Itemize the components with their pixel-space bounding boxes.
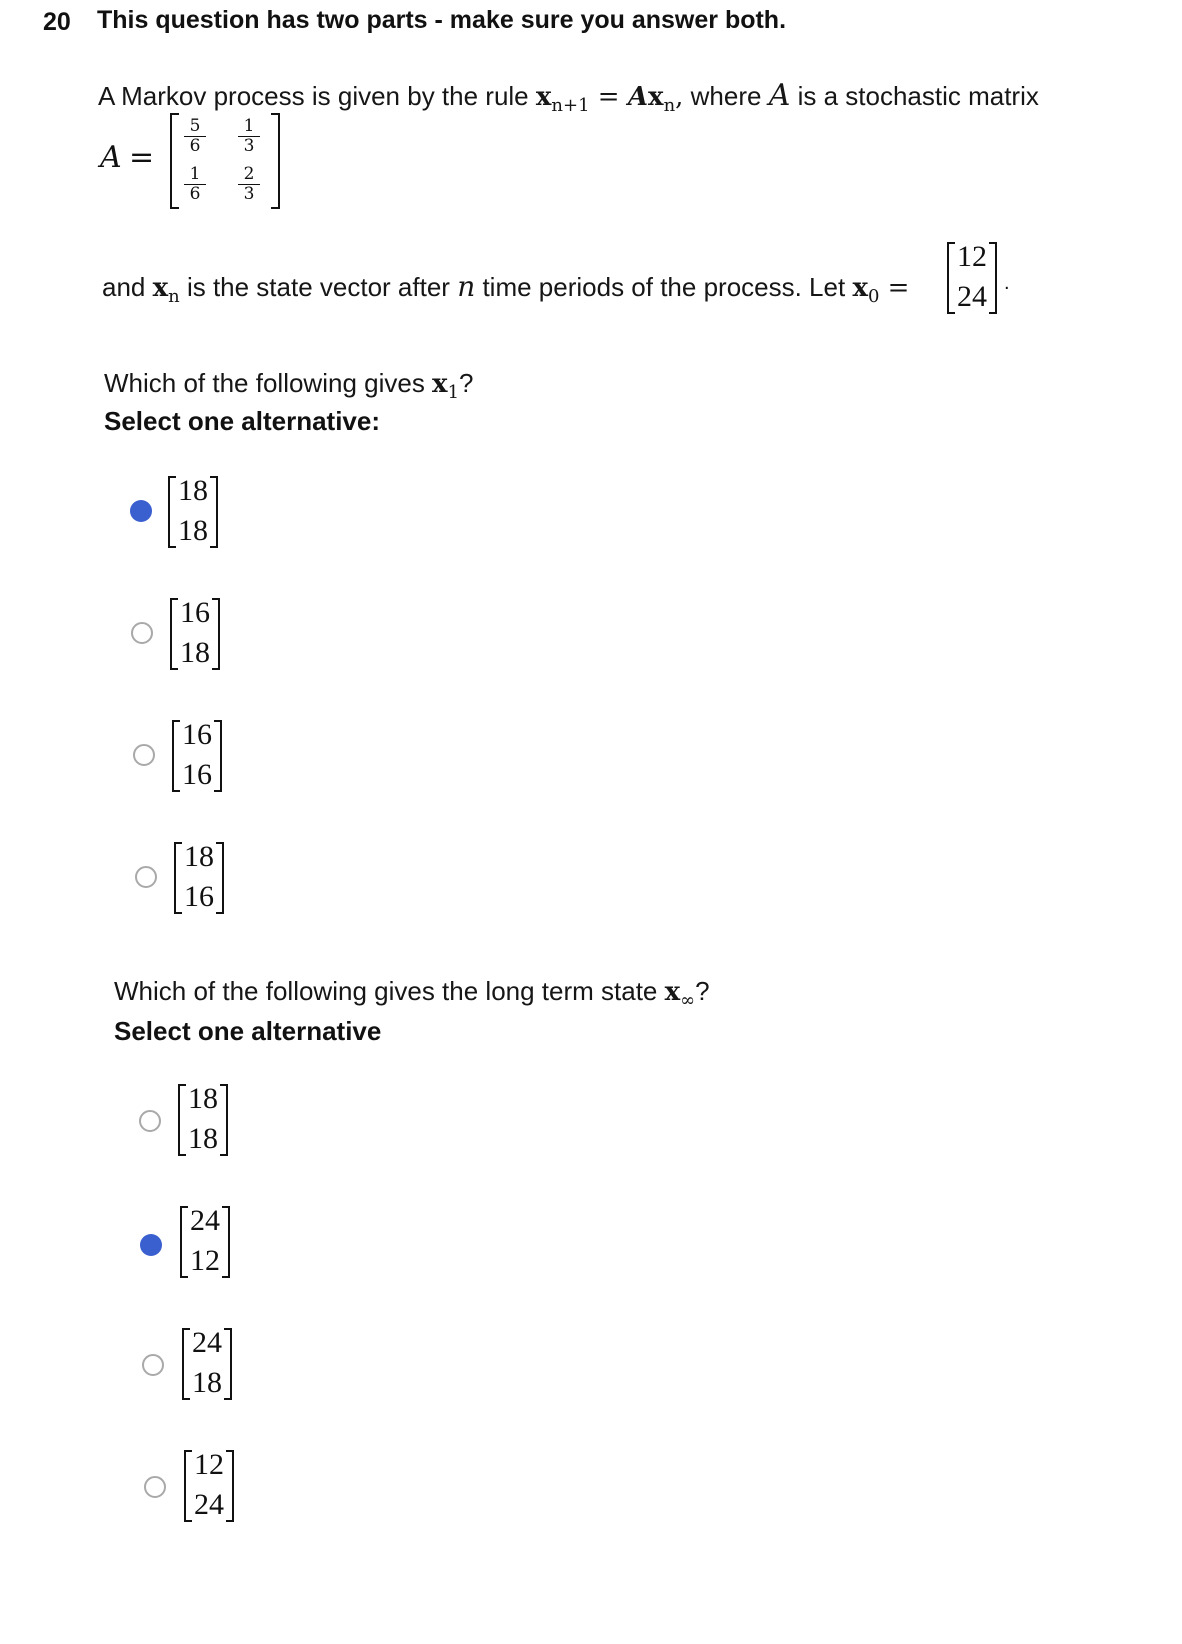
state-period: .: [1004, 272, 1010, 294]
x-subscript-1: 1: [447, 382, 460, 403]
matrix-a: [170, 113, 280, 209]
vector-top: 24: [192, 1326, 222, 1359]
question-mark: ?: [695, 976, 710, 1006]
vector-bottom: 18: [178, 514, 208, 547]
vector-top: 18: [184, 840, 214, 873]
part2-option-2-vector: [180, 1204, 230, 1280]
x-symbol: x: [432, 369, 448, 399]
part1-option-2-radio[interactable]: [131, 622, 153, 644]
matrix-entry-a12: $\frac{1}{3}$: [238, 117, 260, 156]
part1-option-1-vector: [168, 474, 218, 550]
matrix-entry-a11: $\frac{5}{6}$: [184, 117, 206, 156]
vector-top: 16: [182, 718, 212, 751]
n-symbol: n: [457, 270, 476, 303]
state-rest: time periods of the process. Let: [475, 272, 853, 302]
state-text: [102, 270, 909, 307]
vector-top: 18: [188, 1082, 218, 1115]
comma: ,: [675, 82, 684, 112]
part2-option-3-vector: [182, 1326, 232, 1402]
part1-option-2-vector: [170, 596, 220, 672]
vector-top: 18: [178, 474, 208, 507]
intro-text: [98, 78, 1039, 116]
state-mid: is the state vector after: [179, 272, 458, 302]
x-symbol: x: [535, 82, 552, 112]
part1-option-3-radio[interactable]: [133, 744, 155, 766]
vector-top: 12: [194, 1448, 224, 1481]
intro-prefix: A Markov process is given by the rule: [98, 81, 536, 111]
vector-bottom: 24: [194, 1488, 224, 1521]
part2-option-1-radio[interactable]: [139, 1110, 161, 1132]
part2-prompt: [114, 976, 710, 1011]
x-subscript-n-plus-1: n+1: [551, 95, 590, 116]
matrix-entry-a22: $\frac{2}{3}$: [238, 165, 260, 204]
intro-suffix: is a stochastic matrix: [790, 81, 1039, 111]
question-mark: ?: [459, 368, 474, 398]
part1-option-3-vector: [172, 718, 222, 794]
vector-bottom: 18: [180, 636, 210, 669]
matrix-equals: =: [129, 140, 155, 175]
part1-prompt-text: Which of the following gives: [104, 368, 433, 398]
vector-bottom: 12: [190, 1244, 220, 1277]
vector-bottom: 24: [957, 280, 987, 313]
vector-top: 16: [180, 596, 210, 629]
initial-state-vector: [947, 240, 997, 316]
part1-option-1-radio[interactable]: [130, 500, 152, 522]
part2-option-2-radio[interactable]: [140, 1234, 162, 1256]
state-and: and: [102, 272, 153, 302]
part2-option-4-radio[interactable]: [144, 1476, 166, 1498]
question-title: This question has two parts - make sure you answer both.: [97, 6, 787, 34]
part1-instruction: Select one alternative:: [104, 406, 380, 436]
part2-instruction: Select one alternative: [114, 1016, 382, 1046]
x-symbol: x: [648, 82, 664, 112]
vector-bottom: 16: [182, 758, 212, 791]
vector-bottom: 18: [192, 1366, 222, 1399]
matrix-symbol: A: [627, 82, 649, 112]
matrix-right-bracket: [271, 113, 280, 209]
state-equals: =: [879, 273, 910, 303]
part1-option-4-radio[interactable]: [135, 866, 157, 888]
vector-top: 12: [957, 240, 987, 273]
x-subscript-n: n: [663, 95, 676, 116]
x-symbol: x: [664, 977, 681, 1007]
part1-option-4-vector: [174, 840, 224, 916]
matrix-entry-a21: $\frac{1}{6}$: [184, 165, 206, 204]
part2-option-3-radio[interactable]: [142, 1354, 164, 1376]
x-symbol: x: [152, 273, 169, 303]
x-subscript-n: n: [168, 286, 180, 307]
question-number: 20: [43, 8, 71, 36]
part2-option-1-vector: [178, 1082, 228, 1158]
x0-symbol: x: [852, 273, 868, 303]
part2-option-4-vector: [184, 1448, 234, 1524]
matrix-left-bracket: [170, 113, 179, 209]
intro-where: where: [683, 81, 769, 111]
vector-bottom: 18: [188, 1122, 218, 1155]
x-subscript-infinity: ∞: [680, 990, 696, 1011]
x-subscript-0: 0: [867, 286, 880, 307]
equals-sign: =: [589, 82, 628, 112]
matrix-symbol: A: [768, 78, 791, 113]
vector-bottom: 16: [184, 880, 214, 913]
vector-top: 24: [190, 1204, 220, 1237]
matrix-label: A: [100, 140, 122, 175]
part2-prompt-text: Which of the following gives the long term state: [114, 976, 665, 1006]
part1-prompt: [104, 368, 473, 403]
